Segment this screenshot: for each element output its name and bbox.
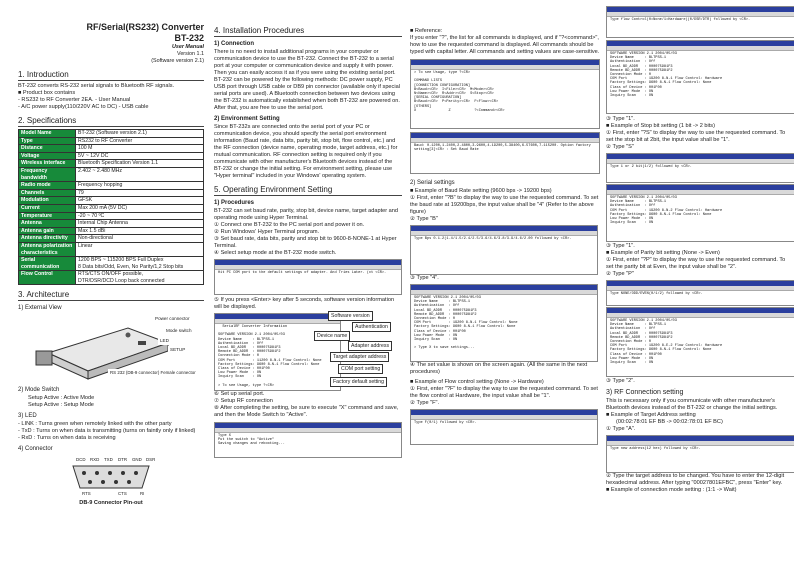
type-4: ③ Type "4". [410,275,439,281]
label-rs232: RS 232 (DB-9 connector) Female connector [108,369,202,377]
spec-value: Linear [76,242,204,256]
procedures-heading: 1) Procedures [214,200,255,206]
reference-heading: ■ Reference: [410,28,443,34]
spec-key: Current [19,204,76,212]
intro-line: - RS232 to RF Converter 2EA. - User Manual [18,97,131,103]
callout-device-name: Device name [314,331,350,341]
spec-value: Max 200 mA (5V DC) [76,204,204,212]
value-shown-text: ④ The set value is shown on the screen again. (All the same in the next procedures) [410,362,588,375]
rf-connection-heading: 3) RF Connection setting [606,389,684,396]
led-heading: 3) LED [18,413,37,420]
pin-label-dsr: DSR [146,457,156,463]
spec-value: -20 ~ 70 ºC [76,212,204,220]
procedure-steps-2 [214,391,402,419]
pin-label-dcd: DCD [76,457,86,463]
section-architecture: 3. Architecture [18,290,204,301]
mode-row-setup: Setup Active : Setup Mode [28,402,94,409]
spec-row [19,235,204,243]
step-5-text: ⑤ If you press <Enter> key after 5 seconds, software version information will be displayed. [214,297,395,310]
label-mode-switch: Mode switch [166,328,192,334]
led-item: - LINK : Turns green when remotely linked with the other party [18,421,172,428]
pin-label-dtr: DTR [118,457,128,463]
environment-heading: 2) Environment Setting [214,116,280,122]
external-view-heading: 1) External View [18,305,62,312]
spec-row [19,257,204,271]
screenshot-baud-result: SOFTWARE VERSION 2.1 2004/05/03 Device Name : BLTPSS-1 Authentication : Off Local BD_ADDR : 000075981F3 Remote BD_ADDR : 000075981F2 Connection Mode : 0 COM Port : 19200 8-N-1 Flow Control: None Factory Settings: 9600 8-N-1 Flow Control: None Class of Device : 001F00 Low Power Mode : ON Inquiry Scan : ON > Type X to save settings... [410,284,598,362]
spec-key: Antenna directivity [19,235,76,243]
flow-example: ■ Example of Flow control setting (None -> Hardware) [410,379,544,385]
spec-value: 1200 BPS ~ 115200 BPS Full Duplex 8 Data bits/Odd, Even, No Parity/1,2 Stop bits [76,257,204,271]
version-label: Version 1.1 [177,51,204,57]
screenshot-flow-usage: Type flow Control(0=None/1=Hardware)(0/DSR/DTR) followed by <CR>. [606,6,794,38]
callout-software-version: Software version [328,311,373,321]
model-name: BT-232 [174,33,204,43]
spec-value: 100 M [76,145,204,153]
type-b: ② Type "B" [410,216,438,222]
spec-row [19,242,204,256]
screenshot-flow-result: SOFTWARE VERSION 2.1 2004/05/03 Device Name : BLTPSS-1 Authentication : Off Local BD_ADDR : 000075981F3 Remote BD_ADDR : 000075981F2 Connection Mode : 0 COM Port : 19200 8-N-1 Flow Control: Hardware Factory Settings: 9600 8-N-1 Flow Control: None Class of Device : 001F00 Low Power Mode : ON Inquiry Scan : ON [606,40,794,114]
column-3 [410,0,600,568]
type-a: ① Type "A". [606,426,636,432]
baud-step-1: ① First, enter "?B" to display the way to use the requested command. To set the baud rate at 19200bps, the input value shall be "4" (Refer to the above figure) [410,195,599,215]
spec-row [19,152,204,160]
spec-key: Type [19,137,76,145]
spec-value: RS232 to RF Converter [76,137,204,145]
spec-row [19,189,204,197]
spec-value: BT-232 (Software version 2.1) [76,130,204,138]
type-f: ② Type "F". [410,400,440,406]
type-s: ② Type "S" [606,144,634,150]
spec-row [19,137,204,145]
software-version-label: (Software version 2.1) [151,58,204,64]
parity-example: ■ Example of Parity bit setting (None -> Even) [606,250,720,256]
mode-switch-heading: 2) Mode Switch [18,387,60,394]
section-operating: 5. Operating Environment Setting [214,185,402,196]
spec-row [19,145,204,153]
connection-heading: 1) Connection [214,41,254,47]
procedures-text: BT-232 can set baud rate, parity, stop bit, device name, target adapter and operating mode using Hyper Terminal. [214,208,398,221]
power-connector-shape [126,333,131,338]
spec-value: GFSK [76,197,204,205]
screenshot-baud-prompt: Type Bps 0.1.2(1.4/1.5/2.4/2.5/3.6/4.6/3.8/3.9/4.6/2.00 followed by <CR>. [410,225,598,275]
screenshot-stop-prompt: Type 1 or 2 bit(1/2) followed by <CR>. [606,153,794,183]
spec-row [19,130,204,138]
column-1 [18,0,204,568]
pin-label-cts: CTS [118,491,127,497]
spec-key: Antenna polarization characteristics [19,242,76,256]
spec-key: Frequency bandwidth [19,167,76,181]
target-step-2: ② Type the target address to be changed. You have to enter the 12-digit hexadecimal address. After typing "00027801EFBC", press "Enter" key. [606,473,785,486]
spec-key: Temperature [19,212,76,220]
connector-figure [18,454,204,498]
procedure-step: ③ Set baud rate, data bits, parity and stop bit to 9600-8-NONE-1 at Hyper Terminal. [214,236,397,249]
screenshot-stop-result: SOFTWARE VERSION 2.1 2004/05/03 Device Name : BLTPSS-1 Authentication : Off COM Port : 19200 8-N-2 Flow Control: Hardware Factory Settings: 9600 8-N-1 Flow Control: None Low Power Mode : ON Inquiry Scan : ON [606,184,794,242]
procedure-step: ⑦ Setup RF connection [214,398,273,404]
spec-value: Frequency hopping [76,182,204,190]
label-setup: SETUP [170,347,186,353]
target-values: (00:02:78:01 EF BB -> 00:02:78:01 EF BC) [616,419,723,425]
pin-label-rxd: RXD [90,457,100,463]
spec-key: Serial communication [19,257,76,271]
serial-settings-heading: 2) Serial settings [410,180,455,186]
screenshot-parity-prompt: Type NONE/ODD/EVEN(0/1/2) followed by <CR>. [606,280,794,306]
external-view-figure [18,313,204,383]
flow-step-1: ① First, enter "?F" to display the way to use the requested command. To set the flow control at Hardware, the input value shall be "1". [410,386,598,399]
manual-label: User Manual [171,44,204,50]
document-title: RF/Serial(RS232) Converter [86,22,204,32]
section-introduction: 1. Introduction [18,70,204,81]
procedure-step: ⑧ After completing the setting, be sure to execute "X" command and save, and then the Mode Switch to "Active". [214,405,399,418]
spec-value: 79 [76,189,204,197]
rf-connection-text: This is necessary only if you communicate with other manufacturer's Bluetooth devices instead of the BT-232 or change the initial settings. [606,398,778,411]
spec-row [19,204,204,212]
intro-text [18,83,204,111]
spec-key: Radio mode [19,182,76,190]
screenshot-baud-usage: Baud: 0-1200,1-2400,2-4800,3-9600,4-19200,5-38400,6-57600,7-115200. Option factory setting[3]<CR> : Set Baud Rate [410,132,600,174]
spec-key: Channels [19,189,76,197]
spec-row [19,197,204,205]
callout-adapter-address: Adapter address [348,341,392,351]
spec-key: Antenna gain [19,227,76,235]
parity-step-1: ① First, enter "?P" to display the way to use the requested command. To set the parity bit at Even, the input value shall be "2". [606,257,786,270]
spec-row [19,160,204,168]
mode-switch-rows [18,395,204,409]
label-power-connector: Power connector [155,316,190,322]
spec-value: 5V ~ 12V DC [76,152,204,160]
spec-key: Flow Control [19,271,76,285]
procedure-step: ① Connect one BT-232 to the PC serial port and power it on. [214,222,365,228]
screenshot-command-list: > To see Usage, type ?<CR> COMMAND LISTS [CONNECTION CONFIGURATION] B<Baud><CR> I<File><CR> M<Mode><CR> N<Name><CR> R<Addr><CR> S<Stop><CR> [SERIAL CONFIGURATION] B<Baud><CR> P<Parity><CR> F<Flow><CR> [OTHERS] X Z ?<Command><CR> [410,59,600,129]
screenshot-version-info: SerialRF Converter Information SOFTWARE VERSION 2.1 2004/05/03 Device Name : BLTPSS-1 Authentication : Off Local BD_ADDR : 000075981F3 Remote BD_ADDR : 000075981F2 Connection Mode : 0 COM Port : 11200 8-N-1 Flow Control: None Factory Settings: 9600 8-N-1 Flow Control: None Class of Device : 001F00 Low Power Mode : ON Inquiry Scan : ON > To see Usage, type ?<CR> [214,313,341,391]
pin-label-ri: RI [140,491,145,497]
spec-value: Bluetooth Specification Version 1.1 [76,160,204,168]
stop-example: ■ Example of Stop bit setting (1 bit -> 2 bits) [606,123,715,129]
type-p: ② Type "P" [606,271,634,277]
pin-label-txd: TXD [104,457,113,463]
spec-key: Modulation [19,197,76,205]
db9-connector-shape [36,351,52,365]
type-1-b: ③ Type "1". [606,243,635,249]
environment-text: Since BT-232s are connected onto the serial port of your PC or communication device, you should specify the serial port environment information (Baud rate, data bits, parity bit, stop bit, flow control, etc.) and the RF connection (device name, operating mode, target address, etc.) for mutual communication. RF connection setting is required only if you communicate with other manufacturer's Bluetooth devices instead of the BT-232 or change the initial setting. For environment setting, please use "Hyper terminal" included in your Windows' operating system. [214,124,398,179]
led-list [18,421,204,442]
spec-value: Max 1.5 dBi [76,227,204,235]
procedure-step: ⑥ Set up serial port. [214,391,265,397]
baud-example: ■ Example of Baud Rate setting (9600 bps -> 19200 bps) [410,188,552,194]
spec-key: Model Name [19,130,76,138]
type-2: ③ Type "2". [606,378,635,384]
version-info-figure [214,311,402,391]
intro-line: ■ Product box contains [18,90,76,96]
screenshot-address-prompt: Type new address(12 hex) followed by <CR>. [606,435,794,473]
mode-switch-shape [138,341,146,345]
callout-com-port: COM port setting [338,364,383,374]
callout-factory-default: Factory default setting [330,377,387,387]
screenshot-parity-result: SOFTWARE VERSION 2.1 2004/05/03 Device Name : BLTPSS-1 Authentication : Off Local BD_ADDR : 000075981F3 Remote BD_ADDR : 000075981F2 Connection Mode : 0 COM Port : 19200 8-E-2 Flow Control: Hardware Factory Settings: 9600 8-N-1 Flow Control: None Class of Device : 001F00 Low Power Mode : ON Inquiry Scan : ON [606,307,794,377]
type-1-a: ③ Type "1". [606,116,635,122]
section-specifications: 2. Specifications [18,116,204,127]
target-example: ■ Example of Target Address setting [606,412,696,418]
connector-caption: DB-9 Connector Pin-out [79,500,143,507]
spec-row [19,220,204,228]
procedure-step: ② Run Windows' Hyper Terminal program. [214,229,320,235]
section-installation: 4. Installation Procedures [214,26,402,37]
spec-row [19,271,204,285]
led-item: - TxD : Turns on when data is transmitting (turns on faintly only if linked) [18,428,196,435]
spec-table [18,129,204,285]
connector-heading: 4) Connector [18,446,53,453]
column-4 [606,0,794,568]
spec-row [19,167,204,181]
screenshot-save-reboot: Type X Put the switch to "Active" Saving changes and rebooting... [214,422,402,458]
screenshot-flow-prompt: Type F(0/1) followed by <CR>. [410,409,598,445]
spec-key: Voltage [19,152,76,160]
callout-authentication: Authentication [352,322,391,332]
reference-text: If you enter "?", the list for all commands is displayed, and if "?<command>", how to use the requested command is displayed. All commands should be typed with capital letter. All commands and setting values are case-sensitive. [410,35,600,55]
spec-value: RTS/CTS ON/OFF possible, DTR/DSR/DCD Loop back connected [76,271,204,285]
connection-text: There is no need to install additional programs in your computer or communication device to use the BT-232. Connect the BT-232 to a serial port at your computer or communication device and supply it with power. Then you can easily access it as if you were using the existing serial port. BT-232 can be powered by the following methods: DC power supply, PC USB port through USB cable or DB9 pin connector (available only if special serial ports are used). A Bluetooth connection between two devices using the BT-232 is automatically established when both BT-232 are powered on. After that, you are free to use the serial port. [214,49,400,111]
label-led: LED [160,338,169,344]
pin-label-rts: RTS [82,491,91,497]
mode-example: ■ Example of connection mode setting : (1:1 -> Wait) [606,487,737,493]
stop-step-1: ① First, enter "?S" to display the way to use the requested command. To set the stop bit at 2bit, the input value shall be "1". [606,130,786,143]
procedure-steps [214,222,402,257]
spec-key: Antenna [19,220,76,228]
spec-key: Distance [19,145,76,153]
pin-label-gnd: GND [132,457,142,463]
column-2 [214,0,402,568]
mode-row-active: Setup Active : Active Mode [28,395,95,402]
spec-row [19,182,204,190]
spec-row [19,227,204,235]
spec-key: Wireless interface [19,160,76,168]
intro-line: - A/C power supply(110/220V AC to DC) - USB cable [18,104,149,110]
spec-value: 2.402 ~ 2.480 MHz [76,167,204,181]
led-item: - RxD : Turns on when data is receiving [18,435,116,442]
screenshot-default-settings: Hit PC COM port to the default settings of adapter. And Tries Later. (ct <CR>. [214,259,402,295]
intro-line: BT-232 converts RS-232 serial signals to Bluetooth RF signals. [18,83,175,89]
callout-target-address: Target adapter address [330,352,389,362]
spec-row [19,212,204,220]
spec-value: Non-directional [76,235,204,243]
procedure-step: ④ Select setup mode at the BT-232 mode switch. [214,250,337,256]
spec-value: Internal Chip Antenna [76,220,204,228]
